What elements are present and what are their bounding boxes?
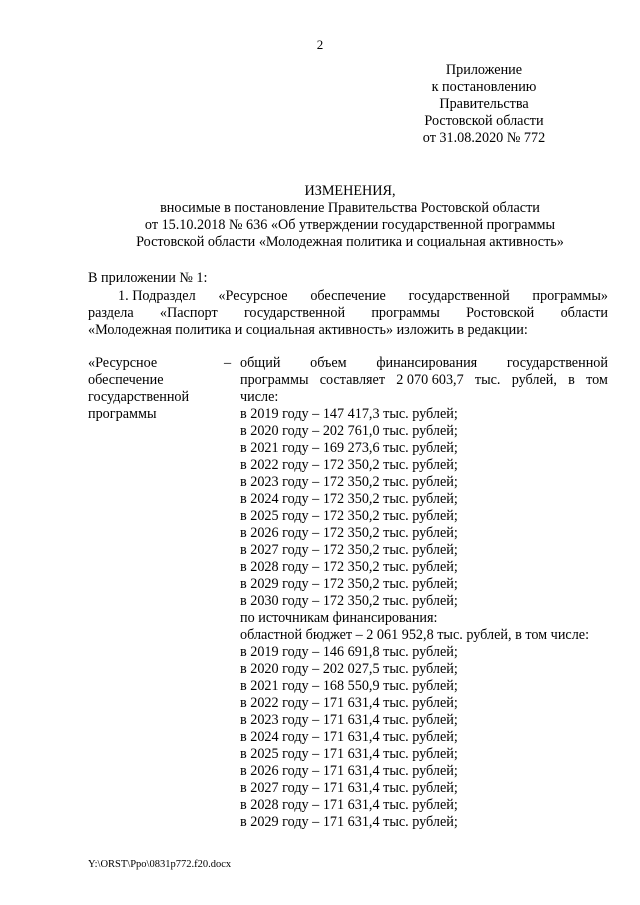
total-year-row: в 2019 году – 147 417,3 тыс. рублей;	[240, 406, 458, 422]
regional-year-row: в 2021 году – 168 550,9 тыс. рублей;	[240, 678, 458, 694]
regional-year-row: в 2027 году – 171 631,4 тыс. рублей;	[240, 780, 458, 796]
total-year-row: в 2023 году – 172 350,2 тыс. рублей;	[240, 474, 458, 490]
resource-dash: –	[224, 355, 232, 371]
total-year-row: в 2020 году – 202 761,0 тыс. рублей;	[240, 423, 458, 439]
total-year-row: в 2025 году – 172 350,2 тыс. рублей;	[240, 508, 458, 524]
word: государственной	[506, 355, 608, 371]
resource-intro-line-1	[240, 355, 608, 372]
regional-year-row: в 2028 году – 171 631,4 тыс. рублей;	[240, 797, 458, 813]
appendix-line: Приложение	[445, 62, 523, 78]
word: области	[560, 305, 608, 321]
appendix-line: Правительства	[439, 96, 529, 112]
regional-year-row: в 2026 году – 171 631,4 тыс. рублей;	[240, 763, 458, 779]
word: 1. Подраздел	[118, 288, 196, 304]
resource-label-line: государственной	[88, 389, 190, 405]
word: программы»	[532, 288, 608, 304]
appendix-line: от 31.08.2020 № 772	[422, 130, 546, 146]
total-year-row: в 2029 году – 172 350,2 тыс. рублей;	[240, 576, 458, 592]
resource-intro-line-2	[240, 372, 608, 389]
total-year-row: в 2022 году – 172 350,2 тыс. рублей;	[240, 457, 458, 473]
word: программы	[240, 372, 309, 388]
total-year-row: в 2028 году – 172 350,2 тыс. рублей;	[240, 559, 458, 575]
item-1-line-1	[88, 288, 608, 305]
resource-intro-line-3: числе:	[240, 389, 279, 405]
regional-year-row: в 2029 году – 171 631,4 тыс. рублей;	[240, 814, 458, 830]
word: программы	[371, 305, 440, 321]
total-year-row: в 2030 году – 172 350,2 тыс. рублей;	[240, 593, 458, 609]
page-number: 2	[316, 37, 324, 52]
item-1-line-2	[88, 305, 608, 322]
total-year-row: в 2027 году – 172 350,2 тыс. рублей;	[240, 542, 458, 558]
resource-label-line: обеспечение	[88, 372, 164, 388]
total-year-row: в 2024 году – 172 350,2 тыс. рублей;	[240, 491, 458, 507]
word: обеспечение	[310, 288, 386, 304]
appendix-block	[384, 62, 584, 147]
word: составляет	[319, 372, 386, 388]
word: раздела	[88, 305, 134, 321]
word: «Ресурсное	[218, 288, 288, 304]
regional-year-row: в 2019 году – 146 691,8 тыс. рублей;	[240, 644, 458, 660]
resource-label	[88, 355, 208, 423]
file-path-footer: Y:\ORST\Ppo\0831p772.f20.docx	[88, 859, 232, 870]
word: объем	[310, 355, 347, 371]
word: том	[586, 372, 608, 388]
regional-year-row: в 2025 году – 171 631,4 тыс. рублей;	[240, 746, 458, 762]
resource-body	[240, 355, 608, 831]
resource-label-line: программы	[88, 406, 157, 422]
word: государственной	[243, 305, 346, 321]
sources-label: по источникам финансирования:	[240, 610, 438, 626]
word: в	[568, 372, 575, 388]
item-1-paragraph	[88, 288, 608, 339]
item-1-line-3: «Молодежная политика и социальная активность» изложить в редакции:	[88, 322, 528, 338]
word: государственной	[408, 288, 510, 304]
heading-line: вносимые в постановление Правительства Ростовской области	[160, 200, 540, 216]
heading-line: Ростовской области «Молодежная политика и социальная активность»	[136, 234, 564, 250]
word: общий	[240, 355, 281, 371]
word: тыс.	[474, 372, 501, 388]
word: 2 070 603,7	[396, 372, 464, 388]
total-year-row: в 2021 году – 169 273,6 тыс. рублей;	[240, 440, 458, 456]
regional-year-row: в 2023 году – 171 631,4 тыс. рублей;	[240, 712, 458, 728]
total-year-row: в 2026 году – 172 350,2 тыс. рублей;	[240, 525, 458, 541]
document-heading	[60, 183, 640, 251]
regional-year-row: в 2022 году – 171 631,4 тыс. рублей;	[240, 695, 458, 711]
word: финансирования	[376, 355, 478, 371]
regional-budget-line: областной бюджет – 2 061 952,8 тыс. рублей, в том числе:	[240, 627, 590, 643]
regional-year-row: в 2024 году – 171 631,4 тыс. рублей;	[240, 729, 458, 745]
word: Ростовской	[466, 305, 535, 321]
regional-year-row: в 2020 году – 202 027,5 тыс. рублей;	[240, 661, 458, 677]
resource-label-line: «Ресурсное	[88, 355, 158, 371]
heading-line: от 15.10.2018 № 636 «Об утверждении государственной программы	[144, 217, 556, 233]
appendix-line: к постановлению	[431, 79, 537, 95]
word: рублей,	[511, 372, 557, 388]
intro-paragraph: В приложении № 1:	[88, 270, 208, 286]
appendix-line: Ростовской области	[424, 113, 544, 129]
heading-title: ИЗМЕНЕНИЯ,	[304, 183, 396, 199]
word: «Паспорт	[159, 305, 218, 321]
